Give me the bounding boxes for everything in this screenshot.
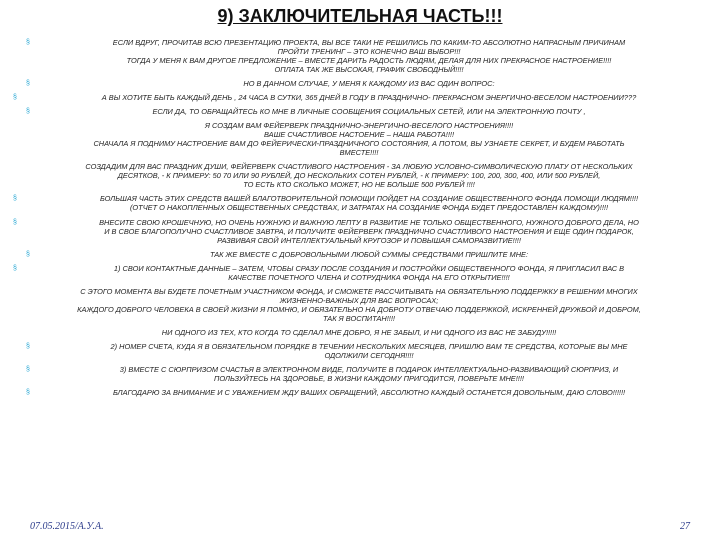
paragraph-line: ТО ЕСТЬ КТО СКОЛЬКО МОЖЕТ, НО НЕ БОЛЬШЕ 500 РУБЛЕЙ !!!! bbox=[243, 180, 475, 190]
paragraph-line: БЛАГОДАРЮ ЗА ВНИМАНИЕ И С УВАЖЕНИЕМ ЖДУ ВАШИХ ОБРАЩЕНИЙ, АБСОЛЮТНО КАЖДЫЙ ОСТАНЕТСЯ ДОВОЛЬНЫМ, ДАЮ СЛОВО!!!!!! bbox=[112, 387, 626, 397]
paragraph-line: КАЖДОГО ДОБРОГО ЧЕЛОВЕКА В СВОЕЙ ЖИЗНИ Я ПОМНЮ, И ОБЯЗАТЕЛЬНО НА ДОБРОТУ ОТВЕЧАЮ ПОДДЕРЖКОЙ, ИСКРЕННЕЙ ДРУЖБОЙ И ДОБРОМ, bbox=[77, 304, 641, 314]
paragraph-line: С ЭТОГО МОМЕНТА ВЫ БУДЕТЕ ПОЧЕТНЫМ УЧАСТНИКОМ ФОНДА, И СМОЖЕТЕ РАССЧИТЫВАТЬ НА ОБЯЗАТЕЛЬНУЮ ПОДДЕРЖКУ В РЕШЕНИИ МНОГИХ bbox=[80, 286, 638, 296]
paragraph bbox=[8, 93, 710, 102]
paragraph bbox=[8, 162, 710, 189]
paragraph-line: ЕСЛИ ДА, ТО ОБРАЩАЙТЕСЬ КО МНЕ В ЛИЧНЫЕ СООБЩЕНИЯ СОЦИАЛЬНЫХ СЕТЕЙ, ИЛИ НА ЭЛЕКТРОННУЮ ПОЧТУ , bbox=[152, 107, 586, 117]
paragraph-line: ВМЕСТЕ!!!! bbox=[339, 148, 379, 158]
page-number: 27 bbox=[680, 521, 690, 532]
paragraph bbox=[8, 250, 710, 259]
paragraph bbox=[8, 121, 710, 157]
paragraph bbox=[8, 194, 710, 212]
paragraph bbox=[8, 328, 710, 337]
paragraph bbox=[8, 107, 710, 116]
paragraph bbox=[8, 287, 710, 323]
slide-body bbox=[8, 38, 710, 510]
paragraph bbox=[8, 38, 710, 74]
paragraph-line: А ВЫ ХОТИТЕ БЫТЬ КАЖДЫЙ ДЕНЬ , 24 ЧАСА В СУТКИ, 365 ДНЕЙ В ГОДУ В ПРАЗДНИЧНО- ПРЕКРАСНОМ ЭНЕРГИЧНО-ВЕСЕЛОМ НАСТРОЕНИИ??? bbox=[101, 93, 637, 103]
bullet-icon: § bbox=[26, 250, 30, 258]
paragraph-line: ТАК Я ВОСПИТАН!!!! bbox=[323, 313, 395, 323]
paragraph-line: Я СОЗДАМ ВАМ ФЕЙЕРВЕРК ПРАЗДНИЧНО-ЭНЕРГИЧНО-ВЕСЕЛОГО НАСТРОЕНИЯ!!!! bbox=[204, 121, 514, 131]
paragraph-line: ОДОЛЖИЛИ СЕГОДНЯ!!!! bbox=[324, 350, 414, 360]
bullet-icon: § bbox=[26, 342, 30, 350]
paragraph-line: ВАШЕ СЧАСТЛИВОЕ НАСТОЕНИЕ – НАША РАБОТА!!!! bbox=[264, 130, 454, 140]
paragraph bbox=[8, 264, 710, 282]
paragraph-line: РАЗВИВАЯ СВОЙ ИНТЕЛЛЕКТУАЛЬНЫЙ КРУГОЗОР И ПОВЫШАЯ САМОРАЗВИТИЕ!!!! bbox=[217, 235, 521, 245]
paragraph-line: ТАК ЖЕ ВМЕСТЕ С ДОБРОВОЛЬНЫМИ ЛЮБОЙ СУММЫ СРЕДСТВАМИ ПРИШЛИТЕ МНЕ: bbox=[209, 249, 529, 259]
paragraph-line: НИ ОДНОГО ИЗ ТЕХ, КТО КОГДА ТО СДЕЛАЛ МНЕ ДОБРО, Я НЕ ЗАБЫЛ, И НИ ОДНОГО ИЗ ВАС НЕ ЗАБУДУ!!!!! bbox=[161, 327, 557, 337]
paragraph bbox=[8, 342, 710, 360]
paragraph-line: 3) ВМЕСТЕ С СЮРПРИЗОМ СЧАСТЬЯ В ЭЛЕКТРОННОМ ВИДЕ, ПОЛУЧИТЕ В ПОДАРОК ИНТЕЛЛЕКТУАЛЬНО-РАЗВИВАЮЩИЙ СЮРПРИЗ, И bbox=[119, 364, 619, 374]
paragraph-line: СОЗДАДИМ ДЛЯ ВАС ПРАЗДНИК ДУШИ, ФЕЙЕРВЕРК СЧАСТЛИВОГО НАСТРОЕНИЯ - ЗА ЛЮБУЮ УСЛОВНО-СИМВОЛИЧЕСКУЮ ПЛАТУ ОТ НЕСКОЛЬКИХ bbox=[85, 162, 633, 172]
paragraph bbox=[8, 79, 710, 88]
bullet-icon: § bbox=[26, 80, 30, 88]
bullet-icon: § bbox=[13, 264, 17, 272]
slide-title: 9) ЗАКЛЮЧИТЕЛЬНАЯ ЧАСТЬ!!! bbox=[217, 6, 503, 26]
paragraph-line: ЖИЗНЕННО-ВАЖНЫХ ДЛЯ ВАС ВОПРОСАХ; bbox=[279, 295, 439, 305]
paragraph bbox=[8, 365, 710, 383]
paragraph-line: И В СВОЕ БЛАГОПОЛУЧНО СЧАСТЛИВОЕ ЗАВТРА, И ПОЛУЧИТЕ ФЕЙЕРВЕРК ПРАЗДНИЧНО СЧАСТЛИВОГО НАСТРОЕНИЯ И ЕЩЕ ОДИН ПОДАРОК, bbox=[104, 226, 634, 236]
paragraph-line: (ОТЧЕТ О НАКОПЛЕННЫХ ОБЩЕСТВЕННЫХ СРЕДСТВАХ, И ЗАТРАТАХ НА СОЗДАНИЕ ФОНДА БУДЕТ ПРЕДОСТАВЛЕН КАЖДОМУ)!!!! bbox=[129, 203, 609, 213]
paragraph-line: ТОГДА У МЕНЯ К ВАМ ДРУГОЕ ПРЕДЛОЖЕНИЕ – ВМЕСТЕ ДАРИТЬ РАДОСТЬ ЛЮДЯМ, ДЕЛАЯ ДЛЯ НИХ ПРЕКРАСНОЕ НАСТРОЕНИЕ!!!! bbox=[126, 56, 612, 66]
bullet-icon: § bbox=[26, 388, 30, 396]
bullet-icon: § bbox=[13, 195, 17, 203]
paragraph-line: ЕСЛИ ВДРУГ, ПРОЧИТАВ ВСЮ ПРЕЗЕНТАЦИЮ ПРОЕКТА, ВЫ ВСЕ ТАКИ НЕ РЕШИЛИСЬ ПО КАКИМ-ТО АБСОЛЮТНО НАПРАСНЫМ ПРИЧИНАМ bbox=[112, 38, 626, 47]
paragraph-line: ПРОЙТИ ТРЕНИНГ – ЭТО КОНЕЧНО ВАШ ВЫБОР!!! bbox=[277, 47, 461, 57]
paragraph-line: 2) НОМЕР СЧЕТА, КУДА Я В ОБЯЗАТЕЛЬНОМ ПОРЯДКЕ В ТЕЧЕНИИ НЕСКОЛЬКИХ МЕСЯЦЕВ, ПРИШЛЮ ВАМ ТЕ СРЕДСТВА, КОТОРЫЕ ВЫ МНЕ bbox=[110, 341, 628, 351]
paragraph-line: 1) СВОИ КОНТАКТНЫЕ ДАННЫЕ – ЗАТЕМ, ЧТОБЫ СРАЗУ ПОСЛЕ СОЗДАНИЯ И ПОСТРОЙКИ ОБЩЕСТВЕННОГО ФОНДА, Я ПРИГЛАСИЛ ВАС В bbox=[113, 263, 625, 273]
bullet-icon: § bbox=[13, 94, 17, 102]
paragraph-line: СНАЧАЛА Я ПОДНИМУ НАСТРОЕНИЕ ВАМ ДО ФЕЙЕРИЧЕСКИ-ПРАЗДНИЧНОГО СОСТОЯНИЯ, А ПОТОМ, ВЫ УЗНАЕТЕ СЕКРЕТ, И БУДЕМ РАБОТАТЬ bbox=[93, 139, 625, 149]
footer-date-author: 07.05.2015/А.У.А. bbox=[30, 521, 104, 532]
paragraph-line: ДЕСЯТКОВ, - К ПРИМЕРУ: 50 70 ИЛИ 90 РУБЛЕЙ, ДО НЕСКОЛЬКИХ СОТЕН РУБЛЕЙ, - К ПРИМЕРУ: 100, 200, 300, 400, ИЛИ 500 РУБЛЕЙ, bbox=[117, 171, 601, 181]
paragraph-line: ПОЛЬЗУЙТЕСЬ НА ЗДОРОВЬЕ, В ЖИЗНИ КАЖДОМУ ПРИГОДИТСЯ, ПОВЕРЬТЕ МНЕ!!!! bbox=[214, 373, 524, 383]
paragraph-line: БОЛЬШАЯ ЧАСТЬ ЭТИХ СРЕДСТВ ВАШЕЙ БЛАГОТВОРИТЕЛЬНОЙ ПОМОЩИ ПОЙДЕТ НА СОЗДАНИЕ ОБЩЕСТВЕННОГО ФОНДА ПОМОЩИ ЛЮДЯМ!!!! bbox=[100, 194, 638, 204]
bullet-icon: § bbox=[26, 365, 30, 373]
paragraph bbox=[8, 388, 710, 397]
paragraph bbox=[8, 218, 710, 245]
bullet-icon: § bbox=[26, 39, 30, 46]
bullet-icon: § bbox=[26, 108, 30, 116]
paragraph-line: НО В ДАННОМ СЛУЧАЕ, У МЕНЯ К КАЖДОМУ ИЗ ВАС ОДИН ВОПРОС: bbox=[243, 79, 495, 89]
paragraph-line: КАЧЕСТВЕ ПОЧЕТНОГО ЧЛЕНА И СОТРУДНИКА ФОНДА НА ЕГО ОТКРЫТИЕ!!!! bbox=[228, 272, 510, 282]
bullet-icon: § bbox=[13, 218, 17, 226]
paragraph-line: ВНЕСИТЕ СВОЮ КРОШЕЧНУЮ, НО ОЧЕНЬ НУЖНУЮ И ВАЖНУЮ ЛЕПТУ В РАЗВИТИЕ НЕ ТОЛЬКО ОБЩЕСТВЕННОГО, НУЖНОГО ДОБРОГО ДЕЛА, НО bbox=[99, 217, 639, 227]
paragraph-line: ОПЛАТА ТАК ЖЕ ВЫСОКАЯ, ГРАФИК СВОБОДНЫЙ!!!! bbox=[274, 65, 464, 75]
